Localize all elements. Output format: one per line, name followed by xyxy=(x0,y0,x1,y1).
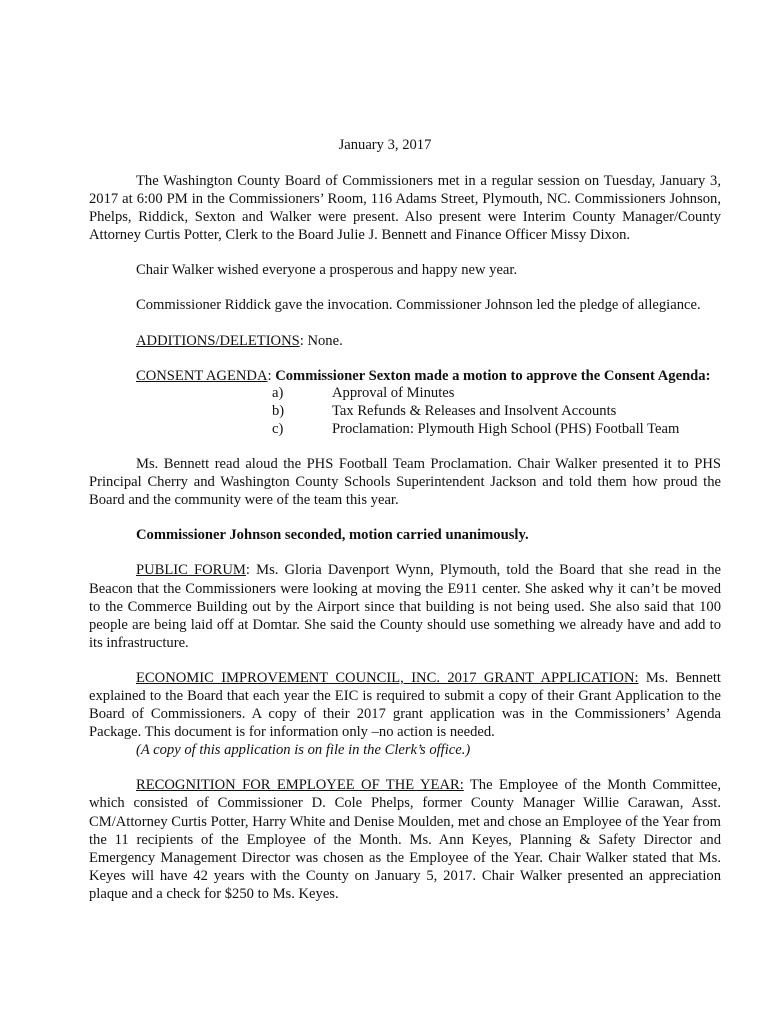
public-forum-text: : Ms. Gloria Davenport Wynn, Plymouth, told the Board that she read in the Beacon that the Commissioners were looking at moving the E911 center. She asked why it can’t be moved to the Commerce Building out by the Airport since that building is not being used. She also said that 100 people are being laid off at Domtar. She said the County should use something we already have and add to its infrastructure. xyxy=(89,562,722,651)
additions-heading: ADDITIONS/DELETIONS xyxy=(136,332,300,349)
public-forum-paragraph xyxy=(89,561,721,651)
intro-paragraph: The Washington County Board of Commissioners met in a regular session on Tuesday, January 3, 2017 at 6:00 PM in the Commissioners’ Room, 116 Adams Street, Plymouth, NC. Commissioners Johnson, Phelps, Riddick, Sexton and Walker were present. Also present were Interim County Manager/County Attorney Curtis Potter, Clerk to the Board Julie J. Bennett and Finance Officer Missy Dixon. xyxy=(89,173,721,244)
consent-sep: : xyxy=(267,367,276,384)
consent-heading: CONSENT AGENDA xyxy=(136,367,268,384)
invocation-paragraph: Commissioner Riddick gave the invocation. Commissioner Johnson led the pledge of allegiance. xyxy=(136,297,701,314)
eic-paragraph xyxy=(89,669,721,759)
meeting-date: January 3, 2017 xyxy=(338,137,432,153)
proclamation-paragraph: Ms. Bennett read aloud the PHS Football Team Proclamation. Chair Walker presented it to PHS Principal Cherry and Washington County Schools Superintendent Jackson and told them how proud the Board and the community were of the team this year. xyxy=(89,456,721,509)
list-item-letter: c) xyxy=(272,420,284,437)
consent-items xyxy=(89,384,721,438)
list-item xyxy=(89,384,721,402)
eic-heading: ECONOMIC IMPROVEMENT COUNCIL, INC. 2017 GRANT APPLICATION: xyxy=(136,669,639,686)
list-item xyxy=(89,402,721,420)
minutes-body xyxy=(89,172,721,920)
eic-text: Ms. Bennett explained to the Board that each year the EIC is required to submit a copy of their Grant Application to the Board of Commissioners. A copy of their 2017 grant application was in the Commissioners’ Agenda Package. This document is for information only –no action is needed. xyxy=(89,669,721,741)
recognition-heading: RECOGNITION FOR EMPLOYEE OF THE YEAR: xyxy=(136,777,464,794)
list-item-text: Tax Refunds & Releases and Insolvent Accounts xyxy=(332,402,617,419)
recognition-text: The Employee of the Month Committee, which consisted of Commissioner D. Cole Phelps, former County Manager Willie Carawan, Asst. CM/Attorney Curtis Potter, Harry White and Denise Moulden, met and chose an Employee of the Year from the 11 recipients of the Employee of the Month. Ms. Ann Keyes, Planning & Safety Director and Emergency Management Director was chosen as the Employee of the Year. Chair Walker stated that Ms. Keyes will have 42 years with the County on January 5, 2017. Chair Walker presented an appreciation plaque and a check for $250 to Ms. Keyes. xyxy=(89,777,722,902)
list-item-text: Approval of Minutes xyxy=(332,384,455,401)
eic-note: (A copy of this application is on file in the Clerk’s office.) xyxy=(136,742,471,759)
additions-text: : None. xyxy=(299,332,343,349)
recognition-paragraph xyxy=(89,776,721,903)
new-year-paragraph: Chair Walker wished everyone a prosperous and happy new year. xyxy=(136,262,518,279)
consent-paragraph xyxy=(89,367,721,385)
consent-motion: Commissioner Sexton made a motion to approve the Consent Agenda: xyxy=(275,367,711,384)
list-item-letter: a) xyxy=(272,384,284,401)
list-item xyxy=(89,420,721,438)
public-forum-heading: PUBLIC FORUM xyxy=(136,562,246,579)
additions-paragraph xyxy=(89,332,721,350)
seconded-paragraph: Commissioner Johnson seconded, motion carried unanimously. xyxy=(136,527,529,544)
list-item-letter: b) xyxy=(272,402,285,419)
list-item-text: Proclamation: Plymouth High School (PHS) Football Team xyxy=(332,420,680,437)
